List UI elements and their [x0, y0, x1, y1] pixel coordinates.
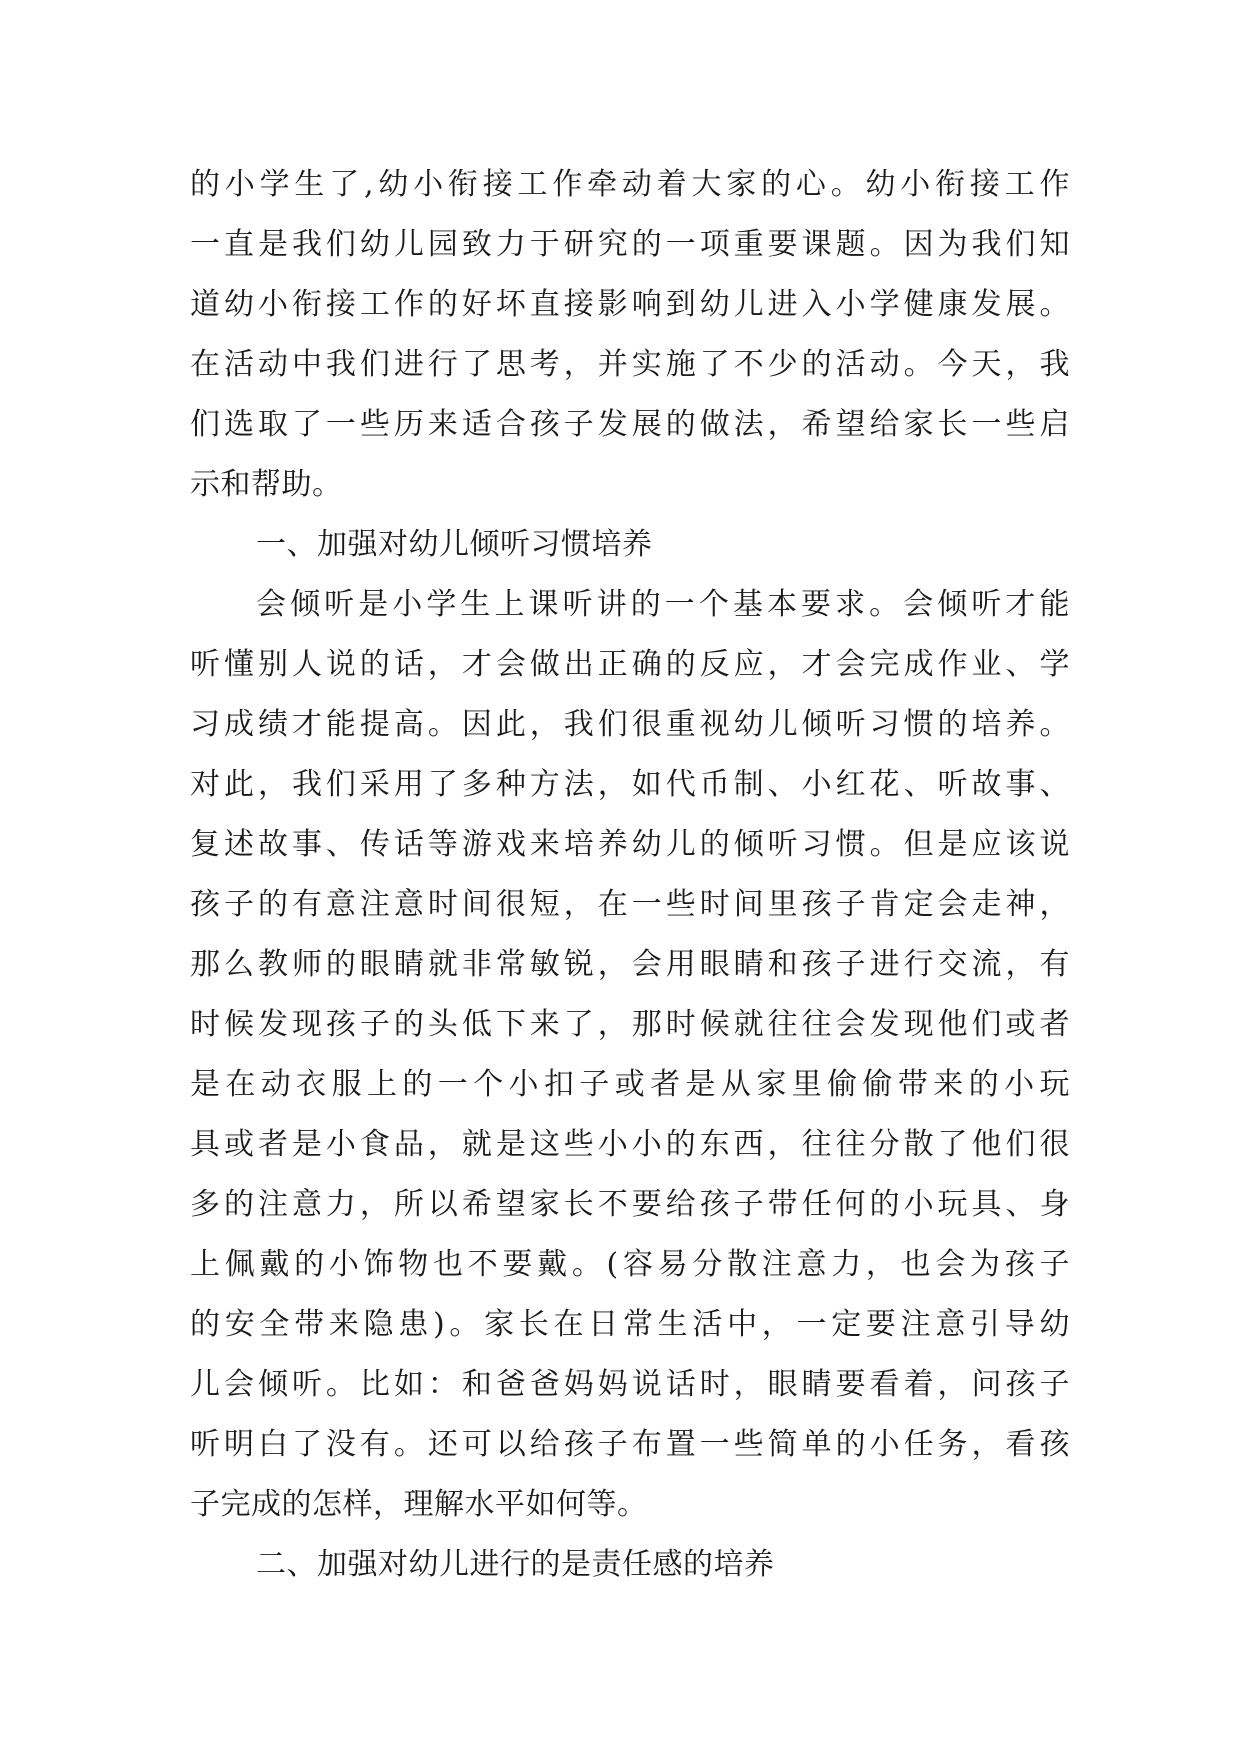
- paragraph-line: 道幼小衔接工作的好坏直接影响到幼儿进入小学健康发展。: [190, 287, 1070, 322]
- paragraph-line: 上佩戴的小饰物也不要戴。(容易分散注意力，也会为孩子: [190, 1247, 1070, 1282]
- paragraph-line: 复述故事、传话等游戏来培养幼儿的倾听习惯。但是应该说: [190, 827, 1070, 862]
- paragraph-line: 的小学生了,幼小衔接工作牵动着大家的心。幼小衔接工作: [190, 167, 1070, 202]
- paragraph-line: 时候发现孩子的头低下来了，那时候就往往会发现他们或者: [190, 1007, 1070, 1042]
- paragraph-line: 那么教师的眼睛就非常敏锐，会用眼睛和孩子进行交流，有: [190, 947, 1070, 982]
- paragraph-line: 在活动中我们进行了思考，并实施了不少的活动。今天，我: [190, 347, 1070, 382]
- paragraph-line: 示和帮助。: [190, 467, 343, 502]
- paragraph-line: 的安全带来隐患)。家长在日常生活中，一定要注意引导幼: [190, 1307, 1070, 1342]
- paragraph-line: 听懂别人说的话，才会做出正确的反应，才会完成作业、学: [190, 647, 1070, 682]
- paragraph-line: 具或者是小食品，就是这些小小的东西，往往分散了他们很: [190, 1127, 1070, 1162]
- paragraph-line: 们选取了一些历来适合孩子发展的做法，希望给家长一些启: [190, 407, 1070, 442]
- paragraph-line: 习成绩才能提高。因此，我们很重视幼儿倾听习惯的培养。: [190, 707, 1070, 742]
- paragraph-line: 是在动衣服上的一个小扣子或者是从家里偷偷带来的小玩: [190, 1067, 1070, 1102]
- paragraph-line: 儿会倾听。比如：和爸爸妈妈说话时，眼睛要看着，问孩子: [190, 1367, 1070, 1402]
- paragraph-line: 多的注意力，所以希望家长不要给孩子带任何的小玩具、身: [190, 1187, 1070, 1222]
- section-heading-1: 一、加强对幼儿倾听习惯培养: [256, 527, 653, 562]
- paragraph-line: 对此，我们采用了多种方法，如代币制、小红花、听故事、: [190, 767, 1070, 802]
- paragraph-line: 听明白了没有。还可以给孩子布置一些简单的小任务，看孩: [190, 1427, 1070, 1462]
- paragraph-line: 一直是我们幼儿园致力于研究的一项重要课题。因为我们知: [190, 227, 1070, 262]
- paragraph-line: 子完成的怎样，理解水平如何等。: [190, 1487, 648, 1522]
- section-heading-2: 二、加强对幼儿进行的是责任感的培养: [256, 1547, 775, 1582]
- document-body: [190, 155, 1070, 1595]
- paragraph-line: 孩子的有意注意时间很短，在一些时间里孩子肯定会走神，: [190, 887, 1070, 922]
- paragraph-line: 会倾听是小学生上课听讲的一个基本要求。会倾听才能: [256, 587, 1070, 622]
- paragraph-listening: [190, 575, 1070, 1535]
- paragraph-intro: [190, 155, 1070, 515]
